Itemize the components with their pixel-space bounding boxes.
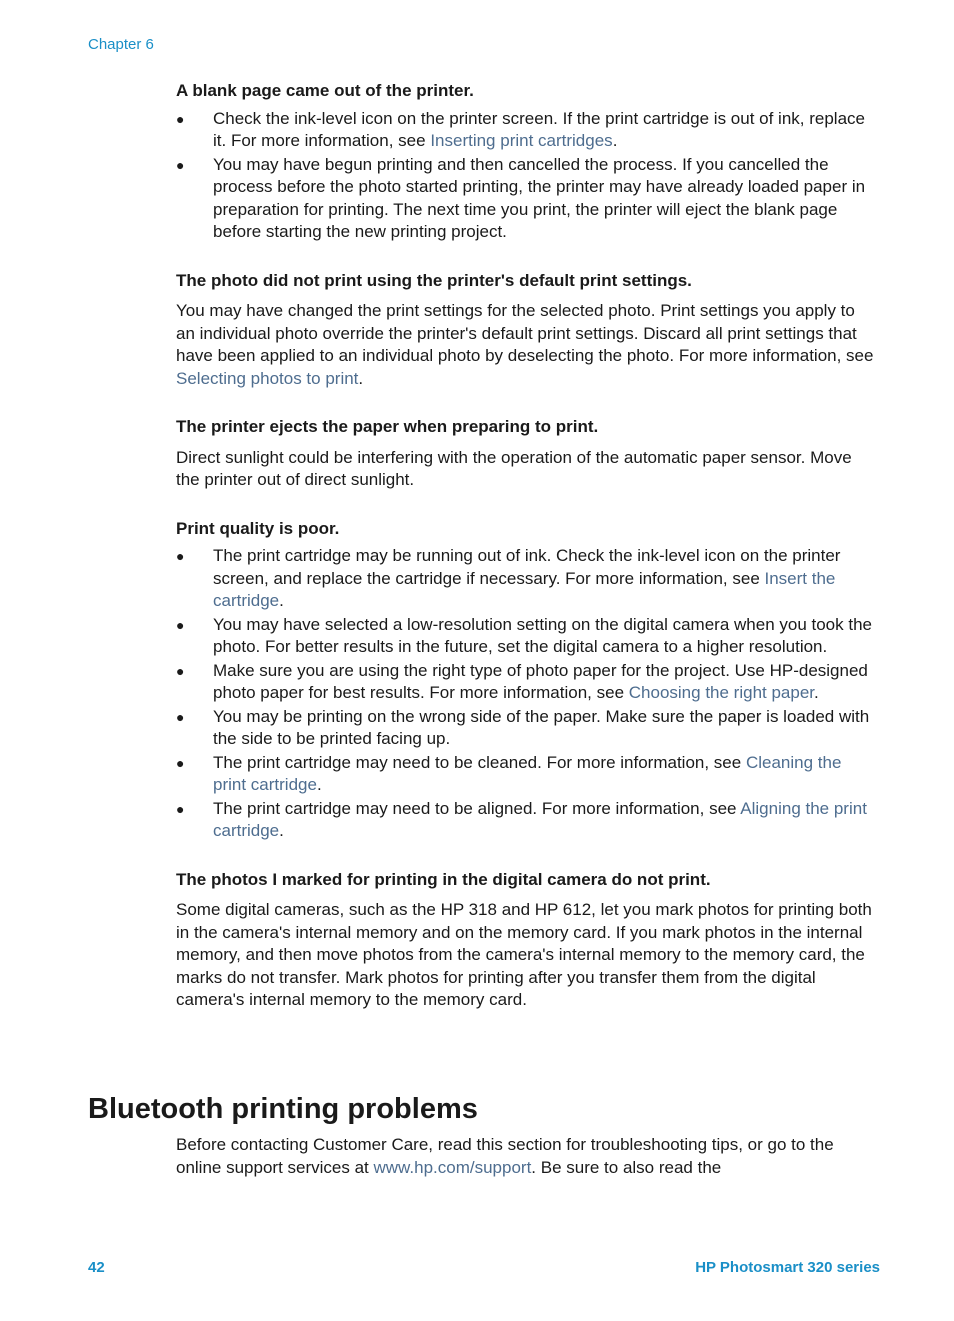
section-body: You may have changed the print settings for the selected photo. Print settings you apply to an individual photo override the printer's default print settings. Discard all print settings that have been applied to an individual photo by deselecting the photo. For more information, see Selecting photos to print. [176, 301, 874, 388]
section-heading: A blank page came out of the printer. [176, 81, 474, 100]
link-inserting-print-cartridges[interactable]: Inserting print cartridges [430, 131, 613, 150]
link-choosing-the-right-paper[interactable]: Choosing the right paper [628, 683, 815, 702]
bluetooth-intro: Before contacting Customer Care, read this section for troubleshooting tips, or go to the online support services at www.hp.com/support. Be sure to also read the [176, 1135, 834, 1177]
section-default-settings [176, 270, 876, 391]
bullet-icon: ● [176, 662, 185, 679]
bullet-icon: ● [176, 616, 185, 633]
section-blank-page [176, 80, 876, 244]
section-ejects-paper [176, 416, 876, 492]
list-item: ● Check the ink-level icon on the printer screen. If the print cartridge is out of ink, replace it. For more information, see Inserting print cartridges. [176, 108, 865, 150]
section-marked-photos [176, 869, 876, 1012]
list-item: ● You may have selected a low-resolution setting on the digital camera when you took the photo. For better results in the future, set the digital camera to a higher resolution. [176, 614, 872, 656]
bullet-icon: ● [176, 800, 185, 817]
bullet-icon: ● [176, 754, 185, 771]
section-body: Some digital cameras, such as the HP 318 and HP 612, let you mark photos for printing both in the camera's internal memory and on the memory card. If you mark photos in the internal memory, and then move photos from the camera's internal memory to the memory card, the marks do not transfer. Mark photos for printing after you transfer them from the digital camera's internal memory to the memory card. [176, 900, 872, 1009]
link-aligning-the-print-cartridge[interactable]: Aligning the print cartridge [213, 798, 867, 840]
chapter-label: Chapter 6 [88, 36, 154, 53]
bullet-list [176, 108, 876, 244]
list-item: ● You may have begun printing and then cancelled the process. If you cancelled the process before the photo started printing, the printer may have already loaded paper in preparation for printing. The next time you print, the printer will eject the blank page before starting the new printing project. [176, 154, 866, 241]
section-heading: The printer ejects the paper when preparing to print. [176, 417, 599, 436]
link-cleaning-the-print-cartridge[interactable]: Cleaning the print cartridge [213, 752, 842, 794]
list-item: ● The print cartridge may be running out of ink. Check the ink-level icon on the printer screen, and replace the cartridge if necessary. For more information, see Insert the cartridge. [176, 546, 841, 610]
section-heading: The photo did not print using the printer's default print settings. [176, 270, 692, 290]
link-insert-the-cartridge[interactable]: Insert the cartridge [213, 568, 836, 610]
list-item: ● The print cartridge may need to be cleaned. For more information, see Cleaning the print cartridge. [176, 752, 842, 794]
link-hp-support[interactable]: www.hp.com/support [373, 1157, 532, 1177]
bullet-icon: ● [176, 708, 185, 725]
list-item: ● You may be printing on the wrong side of the paper. Make sure the paper is loaded with the side to be printed facing up. [176, 706, 870, 748]
bullet-icon: ● [176, 548, 185, 564]
link-selecting-photos-to-print[interactable]: Selecting photos to print [176, 368, 359, 388]
bullet-icon: ● [176, 156, 185, 173]
product-name: HP Photosmart 320 series [695, 1259, 880, 1276]
bluetooth-section-title: Bluetooth printing problems [88, 1093, 478, 1125]
list-item: ● Make sure you are using the right type of photo paper for the project. Use HP-designed photo paper for best results. For more information, see Choosing the right paper. [176, 660, 868, 702]
section-print-quality [176, 518, 876, 843]
troubleshooting-content [176, 80, 876, 1038]
section-body: Direct sunlight could be interfering with the operation of the automatic paper sensor. Move the printer out of direct sunlight. [176, 447, 852, 489]
bullet-icon: ● [176, 110, 185, 127]
section-heading: The photos I marked for printing in the digital camera do not print. [176, 869, 711, 889]
list-item: ● The print cartridge may need to be aligned. For more information, see Aligning the print cartridge. [176, 798, 867, 840]
bullet-list [176, 545, 876, 843]
section-heading: Print quality is poor. [176, 518, 340, 538]
page-number: 42 [88, 1259, 105, 1276]
